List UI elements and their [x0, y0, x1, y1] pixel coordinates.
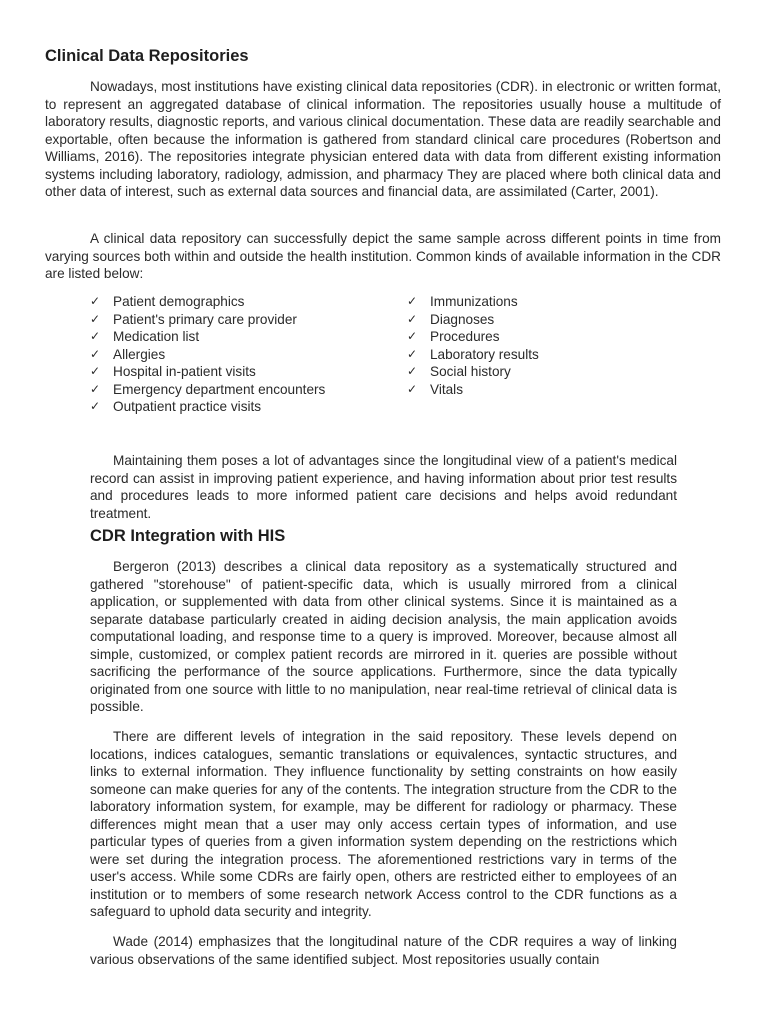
checkmark-icon: ✓ [90, 346, 101, 361]
list-item: ✓ Hospital in-patient visits [90, 364, 256, 379]
checkmark-icon: ✓ [407, 381, 418, 396]
paragraph-intro: Nowadays, most institutions have existing clinical data repositories (CDR). in electronic or written format, to represent an aggregated database of clinical information. The repositories usually house a multitude of laboratory results, diagnostic reports, and various clinical documentation. These data are readily searchable and exportable, often because the information is gathered from standard clinical care procedures (Robertson and Williams, 2016). The repositories integrate physician entered data with data from different existing information systems including laboratory, radiology, admission, and pharmacy They are placed where both clinical data and other data of interest, such as external data sources and financial data, are assimilated (Carter, 2001). [45, 79, 721, 199]
list-item: ✓ Procedures [407, 329, 500, 344]
list-item: ✓ Patient's primary care provider [90, 311, 297, 327]
checkmark-icon: ✓ [90, 381, 101, 396]
paragraph-bergeron: Bergeron (2013) describes a clinical data repository as a systematically structured and gathered "storehouse" of patient-specific data, which is usually mirrored from a clinical application, or supplemented with data from other clinical systems. Since it is maintained as a separate database particularly created in aiding decision analysis, the main application avoids computational loading, and response time to a query is improved. Moreover, because almost all simple, customized, or complex patient records are mirrored in it. queries are possible without sacrificing the performance of the source applications. Furthermore, since the data typically originated from one source with little to no manipulation, near real-time retrieval of clinical data is possible. [90, 559, 677, 714]
paragraph-cdr-sample: A clinical data repository can successfully depict the same sample across different points in time from varying sources both within and outside the health institution. Common kinds of available information in the CDR are listed below: [45, 231, 721, 281]
list-item: ✓ Laboratory results [407, 346, 539, 362]
checkmark-icon: ✓ [90, 311, 101, 326]
checkmark-icon: ✓ [407, 346, 418, 361]
checkmark-icon: ✓ [90, 399, 101, 413]
list-item: ✓ Immunizations [407, 294, 518, 309]
list-item: ✓ Outpatient practice visits [90, 399, 262, 414]
paragraph-advantages: Maintaining them poses a lot of advantages since the longitudinal view of a patient's medical record can assist in improving patient experience, and having information about prior test results and procedures leads to more informed patient care decisions and helps avoid redundant treatment. [90, 453, 677, 521]
list-item: ✓ Patient demographics [90, 294, 245, 309]
paragraph-wade: Wade (2014) emphasizes that the longitudinal nature of the CDR requires a way of linking various observations of the same identified subject. Most repositories usually contain [90, 934, 677, 967]
list-item: ✓ Vitals [407, 381, 463, 397]
checkmark-icon: ✓ [90, 329, 101, 343]
checkmark-icon: ✓ [407, 364, 418, 378]
list-item: ✓ Allergies [90, 346, 166, 362]
list-item: ✓ Medication list [90, 329, 200, 344]
section-heading-clinical-data-repositories: Clinical Data Repositories [45, 47, 249, 65]
checkmark-icon: ✓ [90, 364, 101, 378]
info-list-left [90, 293, 325, 416]
checkmark-icon: ✓ [407, 329, 418, 343]
info-list-right [407, 293, 539, 398]
checkmark-icon: ✓ [407, 294, 418, 308]
checkmark-icon: ✓ [90, 294, 101, 308]
list-item: ✓ Emergency department encounters [90, 381, 326, 397]
list-item: ✓ Social history [407, 364, 511, 379]
paragraph-integration-levels: There are different levels of integration in the said repository. These levels depend on locations, indices catalogues, semantic translations or equivalences, syntactic structures, and links to external information. They influence functionality by setting constraints on how easily someone can make queries for any of the contents. The integration structure from the CDR to the laboratory information system, for example, may be different for radiology or pharmacy. These differences might mean that a user may only access certain types of information, and use particular types of queries from a given information system depending on the restrictions which were set during the integration process. The aforementioned restrictions vary in terms of the user's access. While some CDRs are fairly open, others are restricted either to employees of an institution or to members of some research network Access control to the CDR functions as a safeguard to uphold data security and integrity. [90, 729, 677, 919]
section-heading-cdr-integration: CDR Integration with HIS [90, 527, 286, 545]
list-item: ✓ Diagnoses [407, 311, 495, 327]
checkmark-icon: ✓ [407, 311, 418, 326]
